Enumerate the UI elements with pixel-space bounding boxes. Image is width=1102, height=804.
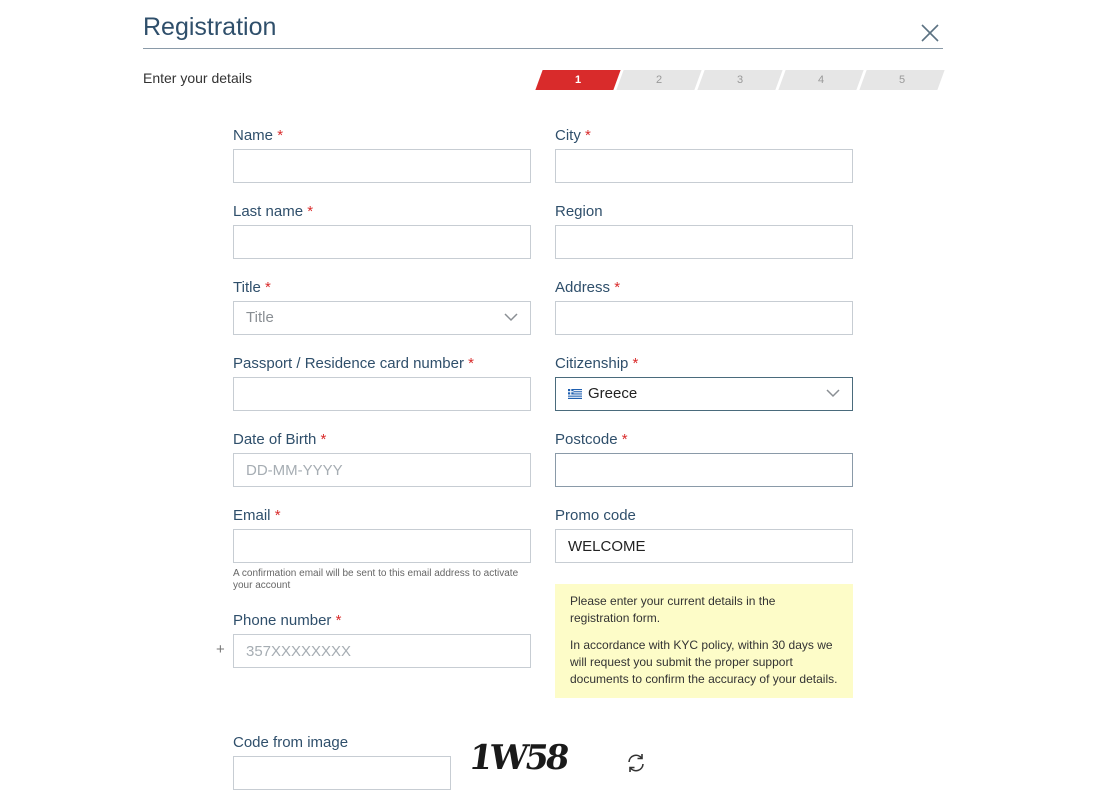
dob-input[interactable]: [234, 454, 530, 486]
email-hint: A confirmation email will be sent to this email address to activate your account: [233, 568, 519, 591]
last-name-field[interactable]: [233, 225, 531, 259]
required-mark: *: [621, 431, 628, 448]
required-mark: *: [614, 279, 621, 296]
required-mark: *: [320, 431, 327, 448]
title-select[interactable]: [233, 301, 531, 335]
title-select-value: Title: [246, 309, 274, 326]
dob-label: [233, 431, 326, 448]
required-mark: *: [468, 355, 474, 372]
captcha-input[interactable]: [234, 757, 450, 789]
passport-input[interactable]: [234, 378, 530, 410]
region-input[interactable]: [556, 226, 852, 258]
name-field[interactable]: [233, 149, 531, 183]
captcha-label: Code from image: [233, 734, 349, 751]
page-title: Registration: [143, 13, 277, 41]
step-2: [616, 70, 701, 90]
name-label-text: Name: [233, 127, 274, 144]
postcode-label-text: Postcode: [555, 431, 618, 448]
required-mark: *: [307, 203, 314, 220]
close-icon[interactable]: [919, 22, 941, 44]
address-input[interactable]: [556, 302, 852, 334]
captcha-image: [466, 738, 570, 778]
greece-flag-icon: [568, 389, 582, 399]
step-label: 3: [736, 74, 744, 86]
phone-label: [233, 612, 341, 629]
step-1: [535, 70, 620, 90]
step-label: 5: [898, 74, 906, 86]
citizenship-select[interactable]: [555, 377, 853, 411]
city-field[interactable]: [555, 149, 853, 183]
passport-field[interactable]: [233, 377, 531, 411]
step-5: [859, 70, 944, 90]
step-label: 1: [574, 74, 582, 86]
region-label: Region: [555, 203, 603, 220]
required-mark: *: [274, 507, 281, 524]
postcode-field[interactable]: [555, 453, 853, 487]
city-label: [555, 127, 591, 144]
chevron-down-icon: [504, 312, 518, 322]
dob-field[interactable]: [233, 453, 531, 487]
required-mark: *: [277, 127, 284, 144]
required-mark: *: [632, 355, 639, 372]
captcha-text: 1W58: [466, 738, 570, 778]
citizenship-label: [555, 355, 638, 372]
title-label: [233, 279, 271, 296]
address-label-text: Address: [555, 279, 611, 296]
notice-paragraph-2: In accordance with KYC policy, within 30 days we will request you submit the proper support documents to confirm the accuracy of your details.: [570, 638, 838, 686]
address-label: [555, 279, 620, 296]
postcode-input[interactable]: [556, 454, 852, 486]
promo-field[interactable]: [555, 529, 853, 563]
required-mark: *: [264, 279, 271, 296]
subtitle: Enter your details: [143, 70, 252, 86]
email-field[interactable]: [233, 529, 531, 563]
phone-prefix: +: [216, 641, 225, 658]
email-label: [233, 507, 281, 524]
header-divider: [143, 48, 943, 49]
city-input[interactable]: [556, 150, 852, 182]
kyc-notice: [555, 584, 853, 698]
postcode-label: [555, 431, 628, 448]
step-3: [697, 70, 782, 90]
required-mark: *: [335, 612, 342, 629]
phone-field[interactable]: [233, 634, 531, 668]
step-label: 2: [655, 74, 663, 86]
chevron-down-icon: [826, 388, 840, 398]
citizenship-label-text: Citizenship: [555, 355, 629, 372]
name-label: [233, 127, 283, 144]
last-name-label-text: Last name: [233, 203, 304, 220]
passport-label-text: Passport / Residence card number: [233, 355, 464, 372]
refresh-icon[interactable]: [624, 751, 648, 775]
dob-label-text: Date of Birth: [233, 431, 317, 448]
title-label-text: Title: [233, 279, 261, 296]
last-name-input[interactable]: [234, 226, 530, 258]
promo-input[interactable]: [556, 530, 852, 562]
step-4: [778, 70, 863, 90]
address-field[interactable]: [555, 301, 853, 335]
region-field[interactable]: [555, 225, 853, 259]
phone-input[interactable]: [234, 635, 530, 667]
required-mark: *: [585, 127, 591, 144]
last-name-label: [233, 203, 313, 220]
captcha-field[interactable]: [233, 756, 451, 790]
notice-paragraph-1: Please enter your current details in the registration form.: [570, 594, 776, 625]
city-label-text: City: [555, 127, 581, 144]
email-label-text: Email: [233, 507, 271, 524]
phone-label-text: Phone number: [233, 612, 332, 629]
name-input[interactable]: [234, 150, 530, 182]
email-input[interactable]: [234, 530, 530, 562]
step-label: 4: [817, 74, 825, 86]
citizenship-select-value: Greece: [588, 385, 638, 402]
promo-label: Promo code: [555, 507, 636, 524]
passport-label: [233, 355, 474, 372]
